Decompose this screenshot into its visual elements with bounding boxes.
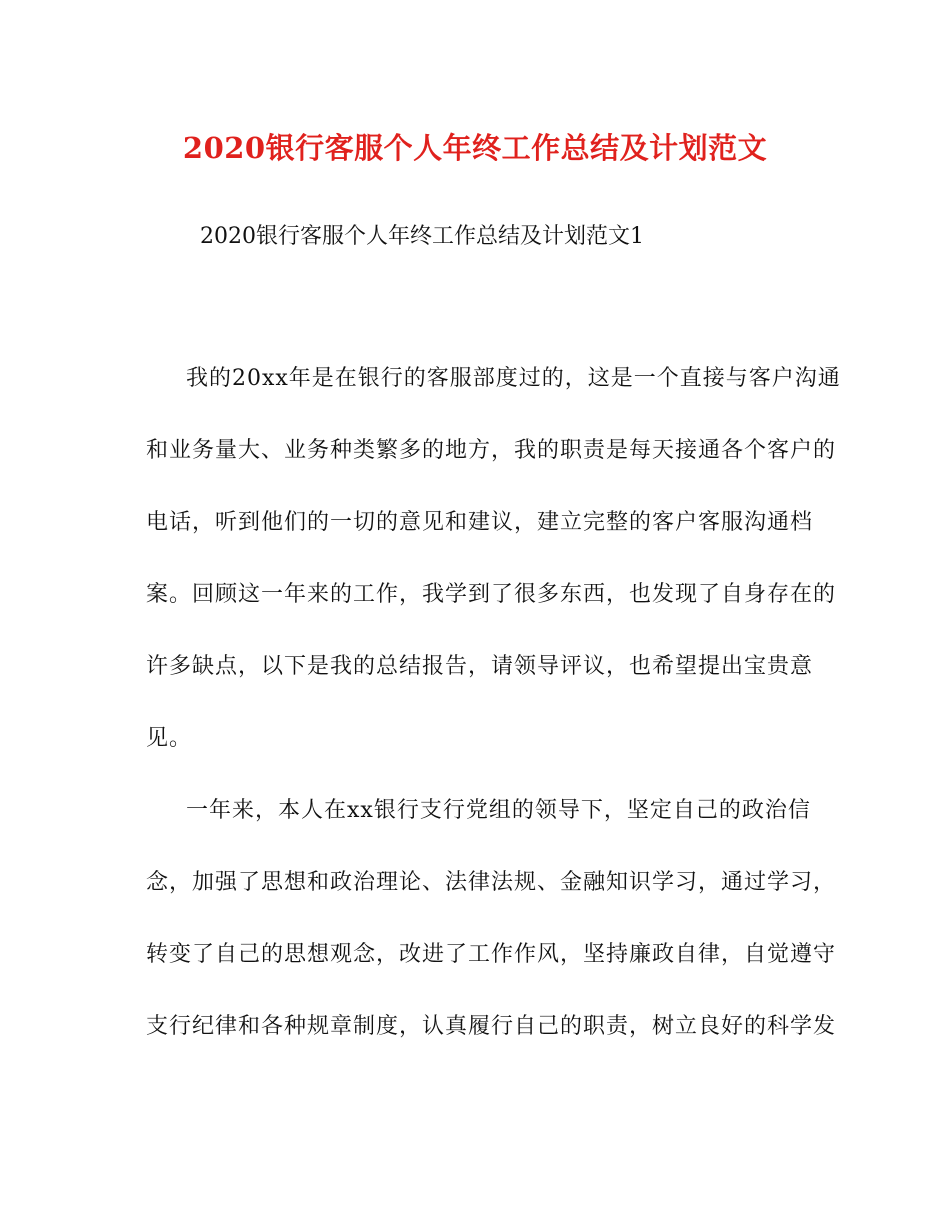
- paragraph-line: 和业务量大、业务种类繁多的地方，我的职责是每天接通各个客户的: [146, 438, 837, 463]
- section-subtitle: 2020银行客服个人年终工作总结及计划范文1: [200, 224, 644, 249]
- paragraph-line: 我的20xx年是在银行的客服部度过的，这是一个直接与客户沟通: [186, 366, 841, 391]
- paragraph-line: 一年来，本人在xx银行支行党组的领导下，坚定自己的政治信: [186, 798, 811, 823]
- paragraph-line: 电话，听到他们的一切的意见和建议，建立完整的客户客服沟通档: [146, 510, 814, 535]
- paragraph-line: 见。: [146, 726, 193, 751]
- paragraph-line: 支行纪律和各种规章制度，认真履行自己的职责，树立良好的科学发: [146, 1014, 837, 1039]
- paragraph-line: 许多缺点，以下是我的总结报告，请领导评议，也希望提出宝贵意: [146, 654, 814, 679]
- document-title: 2020银行客服个人年终工作总结及计划范文: [182, 131, 768, 165]
- paragraph-line: 案。回顾这一年来的工作，我学到了很多东西，也发现了自身存在的: [146, 582, 837, 607]
- paragraph-line: 转变了自己的思想观念，改进了工作作风，坚持廉政自律，自觉遵守: [146, 942, 837, 967]
- paragraph-line: 念，加强了思想和政治理论、法律法规、金融知识学习，通过学习，: [146, 870, 837, 895]
